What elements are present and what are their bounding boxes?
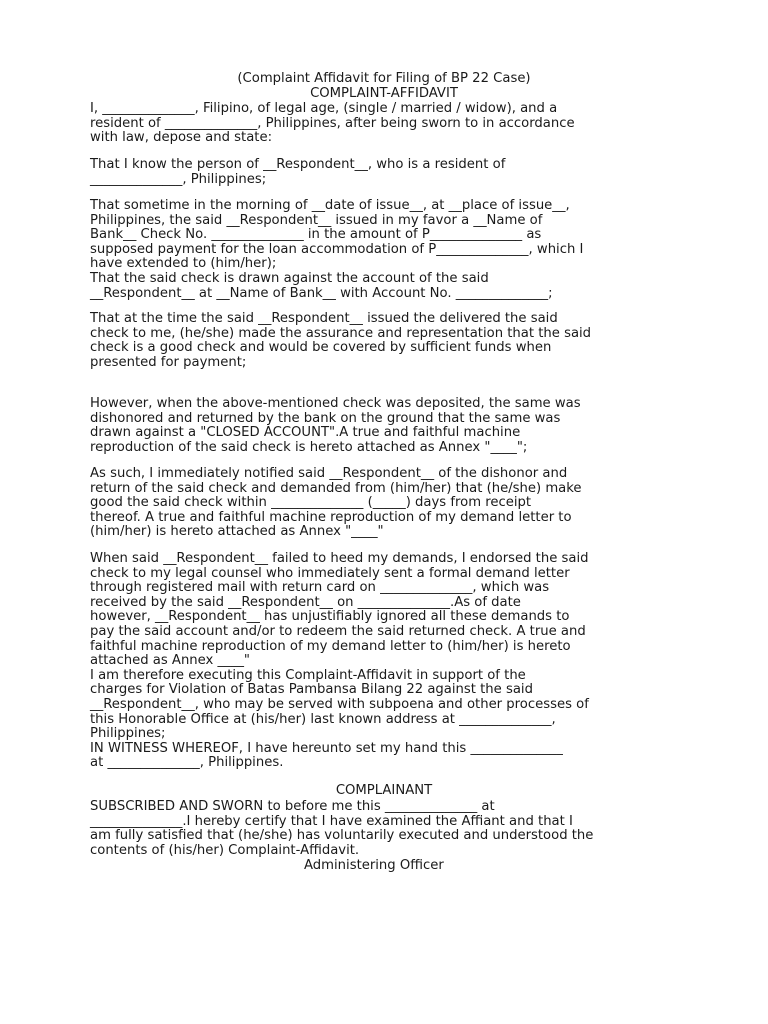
text-line: through registered mail with return card on ______________, which was — [90, 580, 550, 596]
text-line: That I know the person of __Respondent__, who is a resident of — [90, 157, 506, 172]
text-line: attached as Annex ____" — [90, 653, 250, 669]
text-line: reproduction of the said check is hereto attached as Annex "____"; — [90, 439, 528, 455]
text-line: As such, I immediately notified said __Respondent__ of the dishonor and — [90, 466, 568, 481]
text-line: received by the said __Respondent__ on ______________.As of date — [90, 594, 521, 610]
text-line: check to me, (he/she) made the assurance and representation that the said — [90, 325, 592, 341]
text-line: That at the time the said __Respondent__ issued the delivered the said — [90, 311, 558, 326]
paragraph-notice — [90, 467, 690, 540]
text-line: resident of ______________, Philippines, after being sworn to in accordance — [90, 115, 575, 131]
text-line: at ______________, Philippines. — [90, 755, 284, 771]
text-line: however, __Respondent__ has unjustifiably ignored all these demands to — [90, 609, 570, 625]
text-line: presented for payment; — [90, 354, 247, 370]
paragraph-assurance — [90, 312, 690, 370]
text-line: I, ______________, Filipino, of legal age, (single / married / widow), and a — [90, 101, 558, 116]
text-line: ______________.I hereby certify that I have examined the Affiant and that I — [90, 813, 573, 829]
text-line: That the said check is drawn against the account of the said — [90, 270, 489, 286]
text-line: dishonored and returned by the bank on the ground that the same was — [90, 410, 561, 426]
text-line: with law, depose and state: — [90, 130, 273, 146]
text-line: contents of (his/her) Complaint-Affidavit. — [90, 842, 360, 858]
text-line: __Respondent__, who may be served with subpoena and other processes of — [90, 696, 589, 712]
text-line: am fully satisfied that (he/she) has voluntarily executed and understood the — [90, 828, 594, 844]
text-line: check to my legal counsel who immediately sent a formal demand letter — [90, 565, 570, 581]
paragraph-demand-and-witness — [90, 552, 690, 771]
text-line: Philippines, the said __Respondent__ issued in my favor a __Name of — [90, 212, 543, 228]
administering-officer-label: Administering Officer — [304, 858, 444, 873]
paragraph-jurat — [90, 800, 690, 858]
text-line: When said __Respondent__ failed to heed my demands, I endorsed the said — [90, 551, 589, 566]
text-line: I am therefore executing this Complaint-Affidavit in support of the — [90, 667, 526, 683]
text-line: ______________, Philippines; — [90, 171, 267, 187]
text-line: Philippines; — [90, 726, 166, 742]
text-line: __Respondent__ at __Name of Bank__ with Account No. ______________; — [90, 285, 553, 301]
document-subtitle: COMPLAINT-AFFIDAVIT — [310, 86, 458, 101]
text-line: Bank__ Check No. ______________ in the amount of P______________ as — [90, 227, 542, 243]
text-line: thereof. A true and faithful machine reproduction of my demand letter to — [90, 509, 572, 525]
text-line: have extended to (him/her); — [90, 256, 277, 272]
text-line: this Honorable Office at (his/her) last known address at ______________, — [90, 711, 556, 727]
text-line: check is a good check and would be covered by sufficient funds when — [90, 340, 552, 356]
text-line: good the said check within ______________ (_____) days from receipt — [90, 495, 532, 511]
paragraph-affiant-intro — [90, 102, 690, 146]
text-line: drawn against a "CLOSED ACCOUNT".A true and faithful machine — [90, 425, 521, 441]
text-line: (him/her) is hereto attached as Annex "____" — [90, 524, 384, 540]
paragraph-check-issue — [90, 199, 690, 301]
text-line: SUBSCRIBED AND SWORN to before me this ______________ at — [90, 799, 495, 814]
text-line: IN WITNESS WHEREOF, I have hereunto set my hand this ______________ — [90, 740, 563, 756]
text-line: charges for Violation of Batas Pambansa Bilang 22 against the said — [90, 682, 533, 698]
text-line: faithful machine reproduction of my demand letter to (him/her) is hereto — [90, 638, 571, 654]
text-line: That sometime in the morning of __date of issue__, at __place of issue__, — [90, 198, 570, 213]
complainant-label: COMPLAINANT — [335, 783, 433, 798]
paragraph-respondent — [90, 158, 690, 187]
text-line: pay the said account and/or to redeem the said returned check. A true and — [90, 623, 586, 639]
paragraph-dishonor — [90, 397, 690, 455]
document-title: (Complaint Affidavit for Filing of BP 22 Case) — [237, 71, 531, 86]
text-line: return of the said check and demanded from (him/her) that (he/she) make — [90, 480, 582, 496]
text-line: supposed payment for the loan accommodation of P______________, which I — [90, 241, 584, 257]
text-line: However, when the above-mentioned check was deposited, the same was — [90, 396, 581, 411]
